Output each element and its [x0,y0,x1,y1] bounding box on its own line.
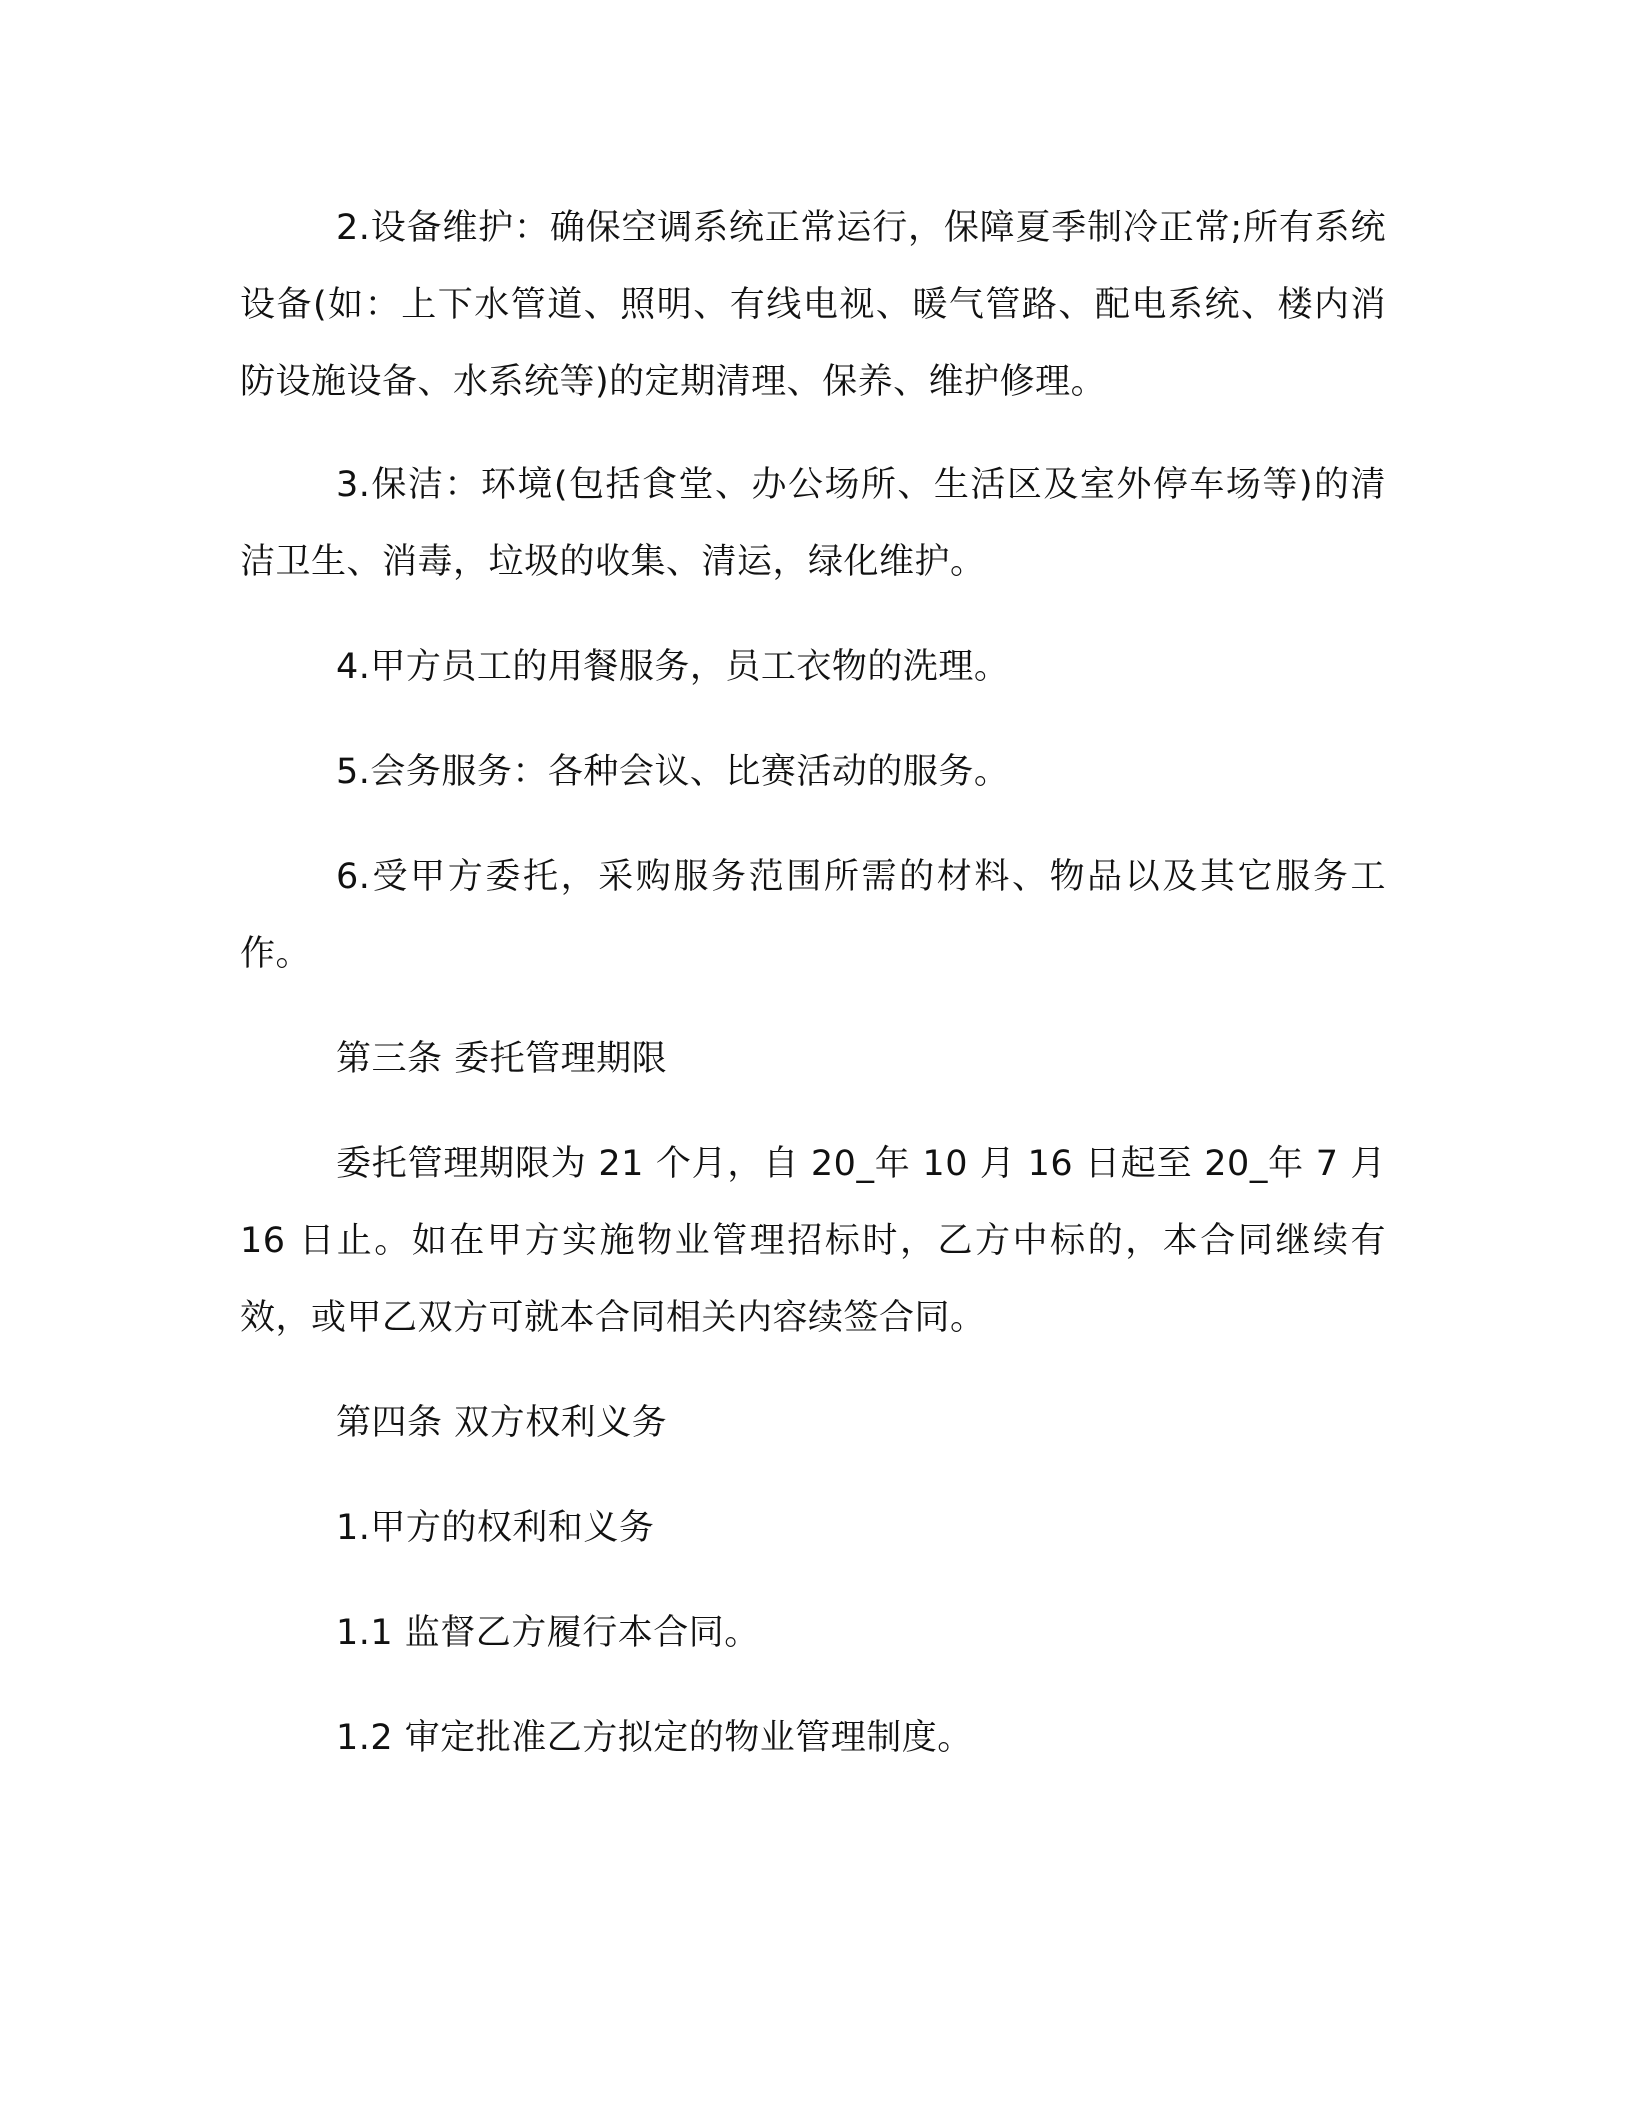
paragraph-management-term: 委托管理期限为 21 个月，自 20_年 10 月 16 日起至 20_年 7 月 16 日止。如在甲方实施物业管理招标时，乙方中标的，本合同继续有效，或甲乙双方可就本合同相关内容续签合同。 [240,1144,1386,1338]
heading-article-4: 第四条 双方权利义务 [336,1403,668,1443]
paragraph-party-a-rights: 1.甲方的权利和义务 [336,1508,655,1548]
paragraph-clause-1-2: 1.2 审定批准乙方拟定的物业管理制度。 [336,1718,973,1758]
paragraph-catering: 4.甲方员工的用餐服务，员工衣物的洗理。 [336,647,1010,687]
paragraph-conference-service: 5.会务服务：各种会议、比赛活动的服务。 [336,752,1010,792]
heading-article-3: 第三条 委托管理期限 [336,1039,668,1079]
paragraph-procurement: 6.受甲方委托，采购服务范围所需的材料、物品以及其它服务工作。 [240,857,1386,974]
paragraph-clause-1-1: 1.1 监督乙方履行本合同。 [336,1613,760,1653]
document-body [240,190,1386,1777]
paragraph-cleaning: 3.保洁：环境(包括食堂、办公场所、生活区及室外停车场等)的清洁卫生、消毒，垃圾的收集、清运，绿化维护。 [240,465,1386,582]
paragraph-equipment-maintenance: 2.设备维护：确保空调系统正常运行，保障夏季制冷正常;所有系统设备(如：上下水管道、照明、有线电视、暖气管路、配电系统、楼内消防设施设备、水系统等)的定期清理、保养、维护修理。 [240,208,1386,402]
